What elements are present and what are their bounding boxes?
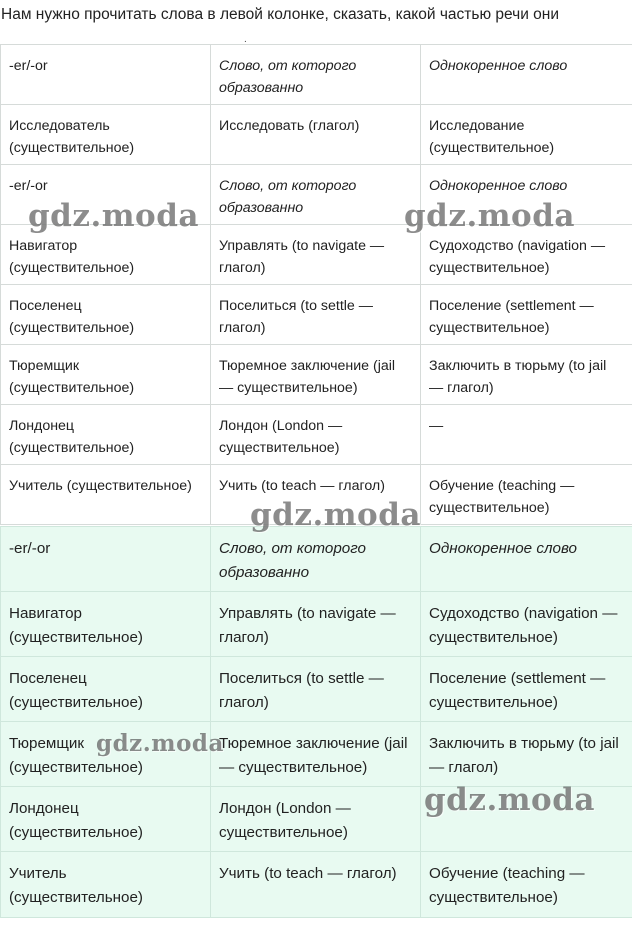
table-cell: Обучение (teaching — существительное) [421, 465, 632, 525]
table-cell: Слово, от которого образованно [211, 165, 421, 225]
table-row [1, 852, 632, 918]
table-cell: -er/-or [1, 45, 211, 105]
table-cell: Слово, от которого образованно [211, 527, 421, 592]
table-row [1, 165, 632, 225]
table-cell: Поселиться (to settle — глагол) [211, 285, 421, 345]
table-cell: Учитель (существительное) [1, 852, 211, 918]
table-cell: Судоходство (navigation — существительное) [421, 592, 632, 657]
table-row [1, 527, 632, 592]
table-cell: Лондон (London — существительное) [211, 787, 421, 852]
table-cell: Исследователь (существительное) [1, 105, 211, 165]
cutoff-mark: . [244, 34, 247, 45]
watermark: gdz.moda [28, 198, 199, 234]
table-cell: Тюремное заключение (jail — существительное) [211, 345, 421, 405]
table-cell: Судоходство (navigation — существительное) [421, 225, 632, 285]
table-cell: Однокоренное слово [421, 165, 632, 225]
table-row [1, 787, 632, 852]
watermark: gdz.moda [404, 198, 575, 234]
table-row [1, 105, 632, 165]
table-cell: Однокоренное слово [421, 527, 632, 592]
table-row [1, 592, 632, 657]
table-cell: Учитель (существительное) [1, 465, 211, 525]
table-row [1, 345, 632, 405]
table-cell: Поселенец (существительное) [1, 285, 211, 345]
table-cell: Учить (to teach — глагол) [211, 852, 421, 918]
table-row [1, 285, 632, 345]
table-cell: Тюремное заключение (jail — существительное) [211, 722, 421, 787]
table-cell: Поселиться (to settle — глагол) [211, 657, 421, 722]
table-cell: Навигатор (существительное) [1, 592, 211, 657]
table-cell: Обучение (teaching — существительное) [421, 852, 632, 918]
table-cell: — [421, 405, 632, 465]
table-cell: Управлять (to navigate — глагол) [211, 592, 421, 657]
table-cell: Слово, от которого образованно [211, 45, 421, 105]
table-cell: -er/-or [1, 165, 211, 225]
watermark: gdz.moda [96, 730, 224, 757]
table-cell: Исследовать (глагол) [211, 105, 421, 165]
words-table-2 [0, 526, 632, 918]
table-cell: Поселенец (существительное) [1, 657, 211, 722]
watermark: gdz.moda [424, 782, 595, 818]
table-row [1, 657, 632, 722]
table-row [1, 465, 632, 525]
table-cell: Тюремщик (существительное) [1, 345, 211, 405]
table-row [1, 225, 632, 285]
table-cell: -er/-or [1, 527, 211, 592]
table-cell: Лондонец (существительное) [1, 405, 211, 465]
task-text: Нам нужно прочитать слова в левой колонке, сказать, какой частью речи они [1, 6, 560, 23]
table-row [1, 405, 632, 465]
table-cell: Лондон (London — существительное) [211, 405, 421, 465]
watermark: gdz.moda [250, 497, 421, 533]
table-cell: Поселение (settlement — существительное) [421, 285, 632, 345]
table-cell [421, 787, 632, 852]
words-table-1 [0, 44, 632, 525]
table-cell: Заключить в тюрьму (to jail — глагол) [421, 345, 632, 405]
table-cell: Навигатор (существительное) [1, 225, 211, 285]
table-cell: Лондонец (существительное) [1, 787, 211, 852]
table-cell: Управлять (to navigate — глагол) [211, 225, 421, 285]
table-cell: Учить (to teach — глагол) [211, 465, 421, 525]
table-cell: Поселение (settlement — существительное) [421, 657, 632, 722]
table-cell: Исследование (существительное) [421, 105, 632, 165]
table-cell: Однокоренное слово [421, 45, 632, 105]
table-cell: Заключить в тюрьму (to jail — глагол) [421, 722, 632, 787]
table-row [1, 45, 632, 105]
table-cell: Тюремщик (существительное) [1, 722, 211, 787]
table-row [1, 722, 632, 787]
